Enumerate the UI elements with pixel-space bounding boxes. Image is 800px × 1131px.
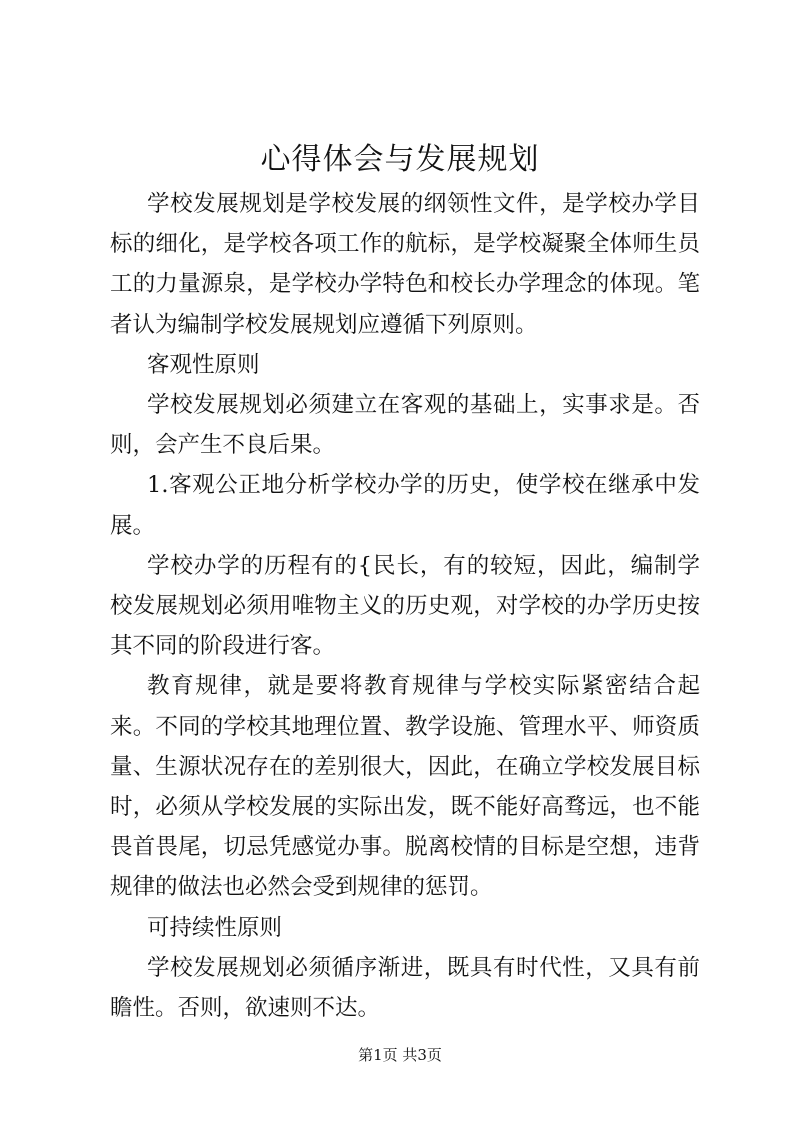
- document-title: 心得体会与发展规划: [260, 142, 540, 177]
- page-footer: 第1页 共3页: [358, 1046, 442, 1064]
- section-heading-objectivity: 客观性原则: [147, 351, 260, 378]
- paragraph-point-1: 1.客观公正地分析学校办学的历史，使学校在继承中发展。: [110, 472, 700, 539]
- document-body: [110, 184, 700, 1028]
- paragraph-education-law: 教育规律，就是要将教育规律与学校实际紧密结合起来。不同的学校其地理位置、教学设施、管理水平、师资质量、生源状况存在的差别很大，因此，在确立学校发展目标时，必须从学校发展的实际出发，既不能好高骛远，也不能畏首畏尾，切忌凭感觉办事。脱离校情的目标是空想，违背规律的做法也必然会受到规律的惩罚。: [110, 673, 700, 901]
- paragraph-history: 学校办学的历程有的{民长，有的较短，因此，编制学校发展规划必须用唯物主义的历史观，对学校的办学历史按其不同的阶段进行客。: [110, 552, 700, 660]
- paragraph-intro: 学校发展规划是学校发展的纲领性文件，是学校办学目标的细化，是学校各项工作的航标，是学校凝聚全体师生员工的力量源泉，是学校办学特色和校长办学理念的体现。笔者认为编制学校发展规划应遵循下列原则。: [110, 191, 700, 338]
- paragraph-sustainability: 学校发展规划必须循序渐进，既具有时代性，又具有前瞻性。否则，欲速则不达。: [110, 954, 700, 1022]
- paragraph-objectivity: 学校发展规划必须建立在客观的基础上，实事求是。否则，会产生不良后果。: [110, 392, 700, 459]
- section-heading-sustainability: 可持续性原则: [147, 914, 283, 941]
